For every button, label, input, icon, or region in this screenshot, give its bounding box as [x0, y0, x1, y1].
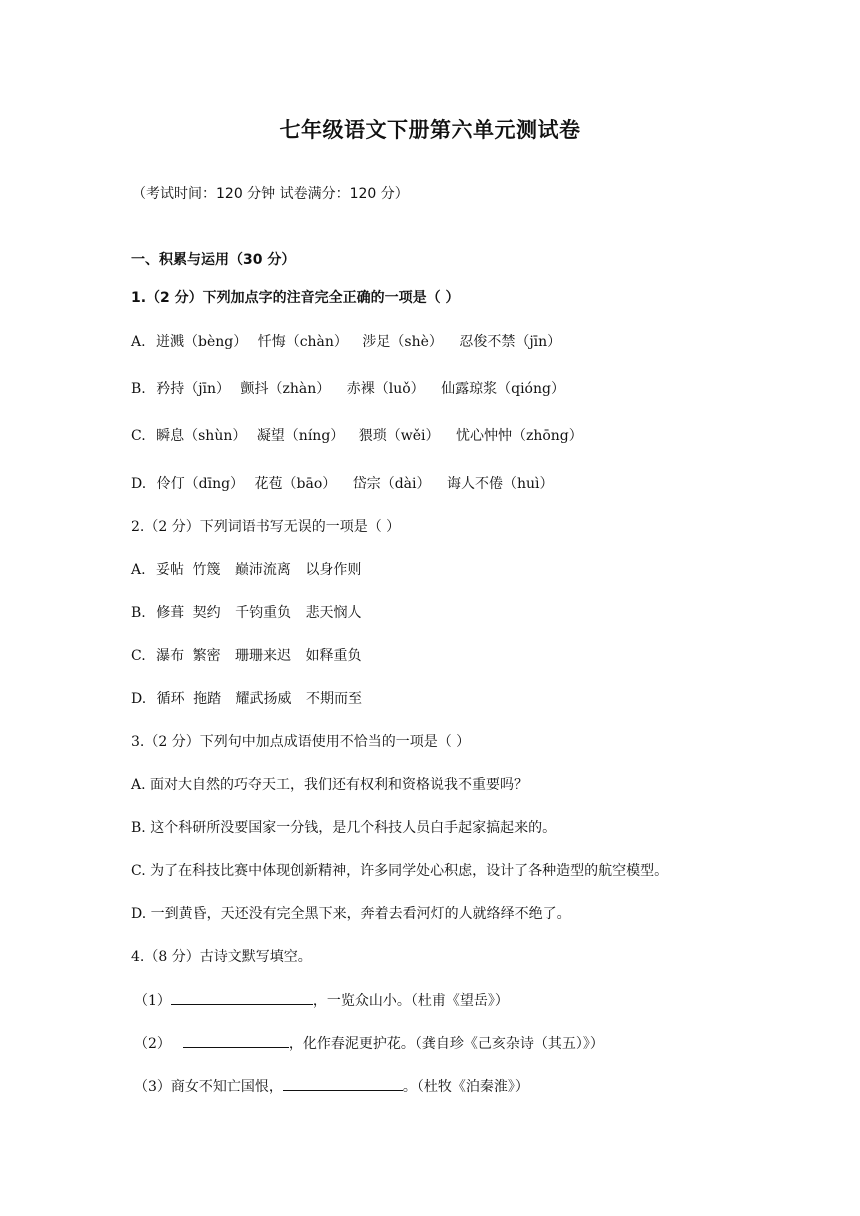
option-word: 颤抖（zhàn） — [240, 381, 331, 397]
q1-option-d — [131, 474, 553, 494]
item-text: （3）商女不知亡国恨， — [134, 1079, 283, 1095]
answer-blank[interactable] — [283, 1076, 403, 1091]
option-word: 以身作则 — [305, 562, 362, 578]
q1-option-b — [131, 379, 565, 399]
option-word: 悲天悯人 — [305, 605, 362, 621]
exam-info: （考试时间：120 分钟 试卷满分：120 分） — [132, 186, 409, 202]
answer-blank[interactable] — [171, 990, 313, 1005]
option-word: 涉足（shè） — [362, 334, 443, 350]
q4-item-3 — [134, 1076, 529, 1097]
option-word: 巅沛流离 — [234, 562, 291, 578]
option-word: 循环 — [156, 691, 185, 707]
option-word: 拖踏 — [193, 691, 222, 707]
option-word: 瞬息（shùn） — [156, 428, 247, 444]
item-number: （2） — [134, 1036, 171, 1052]
page-title: 七年级语文下册第六单元测试卷 — [279, 118, 581, 142]
option-letter: D. — [131, 691, 147, 707]
option-word: 岱宗（dài） — [352, 476, 431, 492]
q3-option-a: A. 面对大自然的巧夺天工，我们还有权利和资格说我不重要吗？ — [131, 777, 529, 793]
option-word: 矜持（jīn） — [156, 381, 231, 397]
option-word: 猥琐（wěi） — [358, 428, 440, 444]
option-word: 千钧重负 — [235, 605, 292, 621]
q2-option-d — [131, 689, 362, 709]
option-letter: A. — [131, 562, 146, 578]
q4-item-1 — [134, 990, 509, 1011]
q3-option-b: B. 这个科研所没要国家一分钱，是几个科技人员白手起家搞起来的。 — [131, 820, 557, 836]
option-letter: A. — [131, 334, 146, 350]
option-word: 诲人不倦（huì） — [446, 476, 554, 492]
option-word: 瀑布 — [156, 648, 185, 664]
option-letter: B. — [131, 605, 146, 621]
option-word: 忧心忡忡（zhōng） — [455, 428, 583, 444]
option-word: 不期而至 — [306, 691, 362, 707]
option-word: 迸溅（bèng） — [156, 334, 248, 350]
q4-item-2 — [134, 1033, 604, 1054]
option-word: 竹篾 — [192, 562, 221, 578]
option-word: 伶仃（dīng） — [156, 476, 245, 492]
option-word: 花苞（bāo） — [254, 476, 337, 492]
option-word: 耀武扬威 — [235, 691, 292, 707]
option-word: 忏悔（chàn） — [257, 334, 348, 350]
option-word: 凝望（níng） — [256, 428, 345, 444]
item-text: ，一览众山小。（杜甫《望岳》） — [312, 993, 509, 1009]
q2-option-c — [131, 646, 361, 666]
q2-option-b — [131, 603, 362, 623]
option-letter: B. — [131, 381, 146, 397]
question-2-stem: 2.（2 分）下列词语书写无误的一项是（ ） — [131, 519, 401, 535]
q1-option-c — [131, 426, 583, 446]
option-word: 忍俊不禁（jīn） — [459, 334, 562, 350]
option-word: 契约 — [192, 605, 221, 621]
answer-blank[interactable] — [183, 1033, 289, 1048]
q3-option-d: D. 一到黄昏，天还没有完全黑下来，奔着去看河灯的人就络绎不绝了。 — [131, 906, 571, 922]
item-text: 。（杜牧《泊秦淮》） — [402, 1079, 529, 1095]
section-heading-1: 一、积累与运用（30 分） — [131, 252, 296, 268]
q3-option-c: C. 为了在科技比赛中体现创新精神，许多同学处心积虑，设计了各种造型的航空模型。 — [131, 863, 669, 879]
item-text: ，化作春泥更护花。（龚自珍《己亥杂诗（其五）》） — [288, 1036, 604, 1052]
option-word: 赤裸（luǒ） — [346, 381, 425, 397]
option-letter: C. — [131, 428, 146, 444]
option-letter: C. — [131, 648, 146, 664]
option-letter: D. — [131, 476, 147, 492]
option-word: 妥帖 — [156, 562, 185, 578]
option-word: 修葺 — [156, 605, 185, 621]
q1-option-a — [131, 332, 561, 352]
question-1-stem: 1.（2 分）下列加点字的注音完全正确的一项是（ ） — [131, 290, 460, 306]
option-word: 如释重负 — [305, 648, 362, 664]
q2-option-a — [131, 560, 361, 580]
option-word: 仙露琼浆（qióng） — [441, 381, 565, 397]
option-word: 繁密 — [192, 648, 221, 664]
question-3-stem: 3.（2 分）下列句中加点成语使用不恰当的一项是（ ） — [131, 734, 471, 750]
question-4-stem: 4.（8 分）古诗文默写填空。 — [131, 949, 312, 965]
option-word: 珊珊来迟 — [235, 648, 292, 664]
item-number: （1） — [134, 993, 171, 1009]
